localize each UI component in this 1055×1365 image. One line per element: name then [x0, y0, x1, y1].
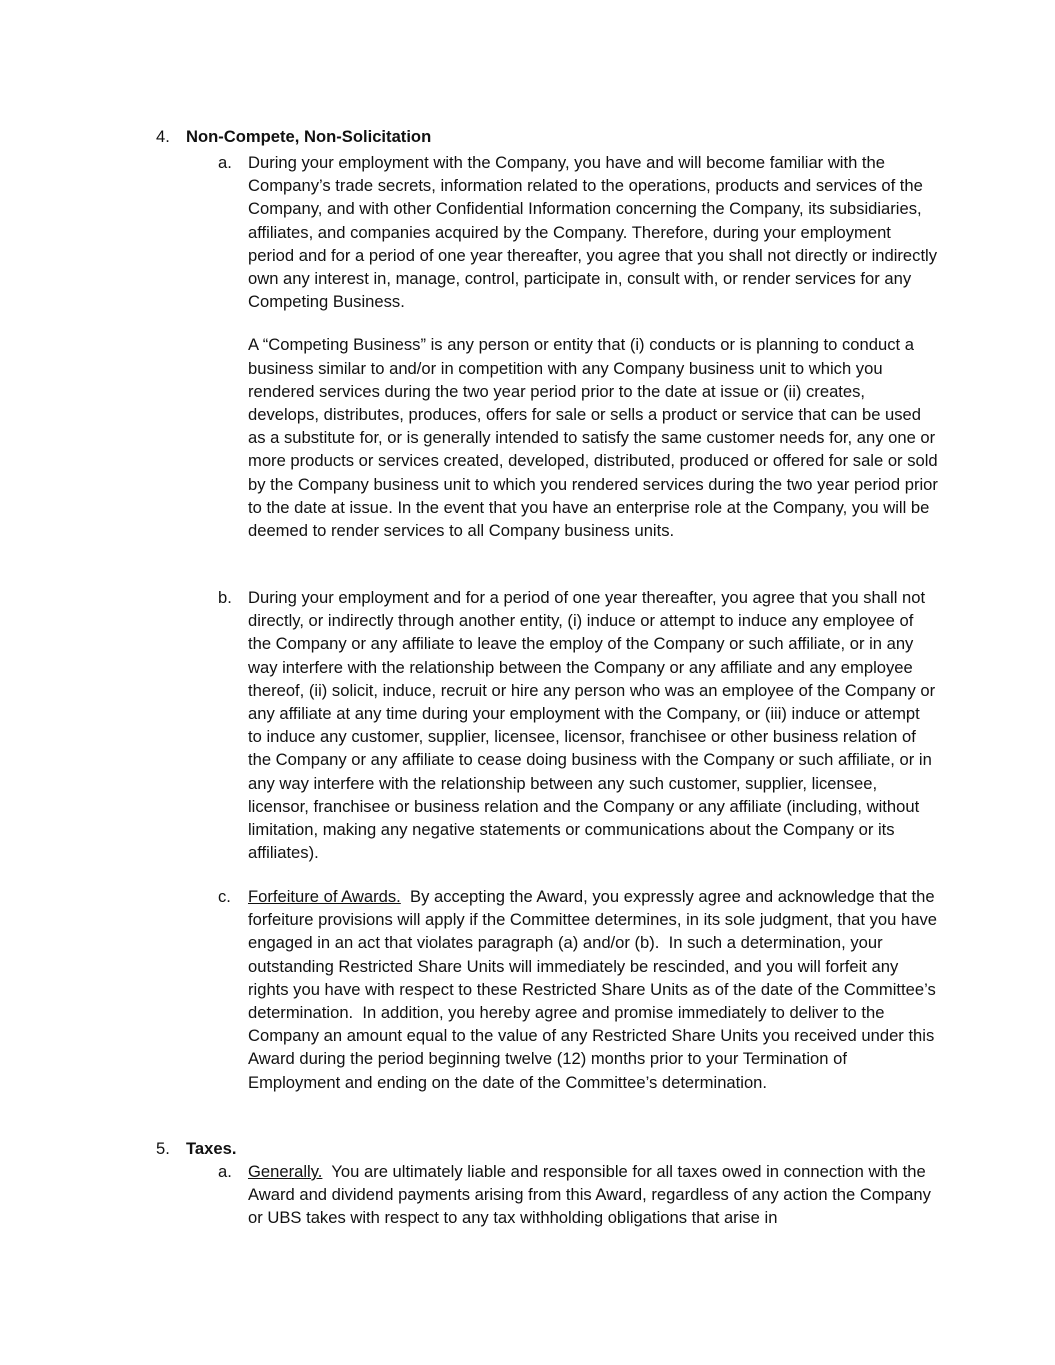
forfeiture-heading: Forfeiture of Awards.	[248, 887, 401, 906]
competing-business-definition: A “Competing Business” is any person or entity that (i) conducts or is planning to conduct a business similar to and/or in competition with any Company business unit to which you rendered services during the two year period prior to the date at issue or (ii) creates, develops, distributes, produces, offers for sale or sells a product or service that can be used as a substitute for, or is generally intended to satisfy the same customer needs for, any one or more products or services created, developed, distributed, produced or offered for sale or sold by the Company business unit to which you rendered services during the two year period prior to the date at issue. In the event that you have an enterprise role at the Company, you will be deemed to render services to all Company business units.	[248, 335, 938, 541]
item-letter: b.	[218, 588, 232, 607]
generally-heading: Generally.	[248, 1162, 323, 1181]
section-4-number: 4.	[156, 127, 170, 146]
section-4-title: Non-Compete, Non-Solicitation	[186, 127, 432, 146]
taxes-text: You are ultimately liable and responsible for all taxes owed in connection with the Award and dividend payments arising from this Award, regardless of any action the Company or UBS takes with respect to any tax withholding obligations that arise in	[248, 1162, 936, 1228]
item-letter: a.	[218, 1162, 232, 1181]
forfeiture-text: By accepting the Award, you expressly agree and acknowledge that the forfeiture provisions will apply if the Committee determines, in its sole judgment, that you have engaged in an act that violates paragraph (a) and/or (b). In such a determination, your outstanding Restricted Share Units will immediately be rescinded, and you will forfeit any rights you have with respect to these Restricted Share Units as of the date of the Committee’s determination. In addition, you hereby agree and promise immediately to deliver to the Company an amount equal to the value of any Restricted Share Units you received under this Award during the period beginning twelve (12) months prior to your Termination of Employment and ending on the date of the Committee’s determination.	[248, 887, 942, 1092]
section-4-item-b	[218, 586, 938, 864]
section-4-heading	[156, 125, 431, 148]
item-letter: a.	[218, 153, 232, 172]
section-5-item-a	[218, 1160, 938, 1230]
section-5-title: Taxes.	[186, 1139, 237, 1158]
forfeiture-paragraph	[248, 885, 942, 1094]
non-solicitation-paragraph: During your employment and for a period of one year thereafter, you agree that you shall not directly, or indirectly through another entity, (i) induce or attempt to induce any employee of the Company or any affiliate to leave the employ of the Company or such affiliate, or in any way interfere with the relationship between the Company or any affiliate and any employee thereof, (ii) solicit, induce, recruit or hire any person who was an employee of the Company or any affiliate at any time during your employment with the Company, or (iii) induce or attempt to induce any customer, supplier, licensee, licensor, franchisee or other business relation of the Company or any affiliate to cease doing business with the Company or such affiliate, or in any way interfere with the relationship between any such customer, supplier, licensee, licensor, franchisee or business relation and the Company or any affiliate (including, without limitation, making any negative statements or communications about the Company or its affiliates).	[248, 588, 936, 863]
item-letter: c.	[218, 887, 231, 906]
section-5-number: 5.	[156, 1139, 170, 1158]
taxes-paragraph	[248, 1160, 938, 1230]
section-5-heading	[156, 1137, 236, 1160]
section-4-item-a	[218, 151, 938, 542]
non-compete-paragraph: During your employment with the Company, you have and will become familiar with the Company’s trade secrets, information related to the operations, products and services of the Company, and with other Confidential Information concerning the Company, its subsidiaries, affiliates, and companies acquired by the Company. Therefore, during your employment period and for a period of one year thereafter, you agree that you shall not directly or indirectly own any interest in, manage, control, participate in, consult with, or render services for any Competing Business.	[248, 153, 938, 312]
section-4-item-c	[218, 885, 942, 1094]
